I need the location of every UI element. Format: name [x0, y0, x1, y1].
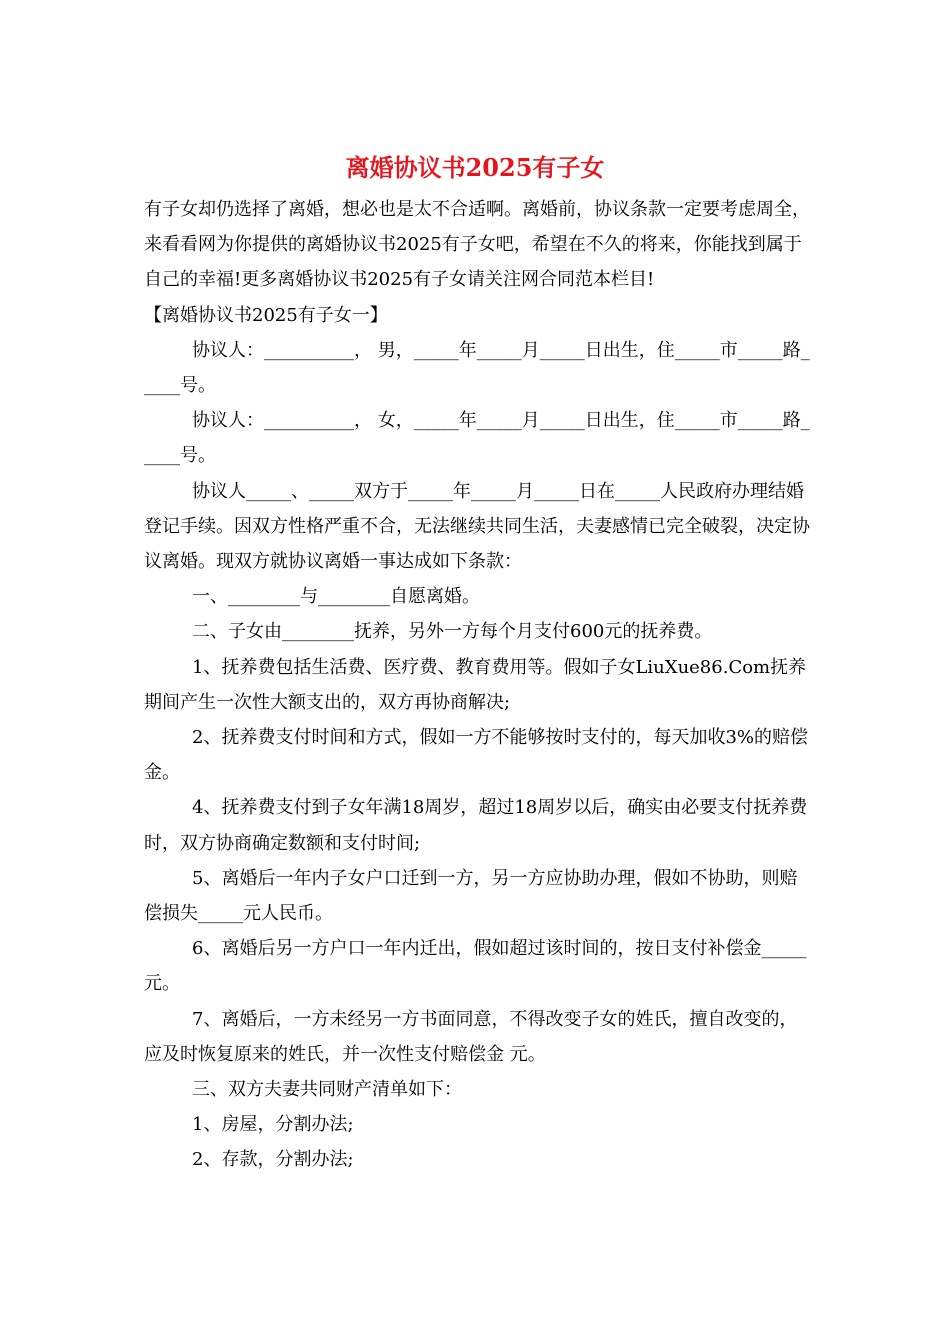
marriage-paragraph: 协议人_____、_____双方于_____年_____月_____日在_____人民政府办理结婚登记手续。因双方性格严重不合，无法继续共同生活，夫妻感情已完全破裂，决定协议离婚。现双方就协议离婚一事达成如下条款： — [144, 480, 810, 573]
subclause-7: 7、离婚后，一方未经另一方书面同意，不得改变子女的姓氏，擅自改变的，应及时恢复原来的姓氏，并一次性支付赔偿金 元。 — [144, 1008, 798, 1065]
subclause-6: 6、离婚后另一方户口一年内迁出，假如超过该时间的，按日支付补偿金_____元。 — [144, 938, 807, 995]
subclause-5: 5、离婚后一年内子女户口迁到一方，另一方应协助办理，假如不协助，则赔偿损失_____元人民币。 — [144, 867, 798, 925]
subclause-2: 2、抚养费支付时间和方式，假如一方不能够按时支付的，每天加收3%的赔偿金。 — [144, 727, 809, 784]
clause-2: 二、子女由________抚养，另外一方每个月支付600元的抚养费。 — [192, 621, 713, 643]
intro-paragraph: 有子女却仍选择了离婚，想必也是太不合适啊。离婚前，协议条款一定要考虑周全，来看看网为你提供的离婚协议书2025有子女吧，希望在不久的将来，你能找到属于自己的幸福!更多离婚协议书2025有子女请关注网合同范本栏目! — [144, 199, 810, 291]
party-line-2: 协议人：__________， 女，_____年_____月_____日出生，住_____市_____路_____号。 — [144, 410, 810, 467]
property-item-2: 2、存款，分割办法; — [192, 1149, 354, 1171]
section-heading: 【离婚协议书2025有子女一】 — [144, 304, 388, 326]
clause-3: 三、双方夫妻共同财产清单如下： — [192, 1079, 462, 1101]
party-line-1: 协议人：__________， 男，_____年_____月_____日出生，住_____市_____路_____号。 — [144, 339, 810, 397]
document-title: 离婚协议书2025有子女 — [345, 153, 605, 182]
subclause-1: 1、抚养费包括生活费、医疗费、教育费用等。假如子女LiuXue86.Com抚养期间产生一次性大额支出的，双方再协商解决; — [144, 656, 807, 713]
subclause-4: 4、抚养费支付到子女年满18周岁，超过18周岁以后，确实由必要支付抚养费时，双方协商确定数额和支付时间; — [144, 797, 808, 854]
document-body — [144, 192, 812, 1178]
property-item-1: 1、房屋，分割办法; — [192, 1114, 354, 1136]
clause-1: 一、________与________自愿离婚。 — [192, 586, 480, 608]
